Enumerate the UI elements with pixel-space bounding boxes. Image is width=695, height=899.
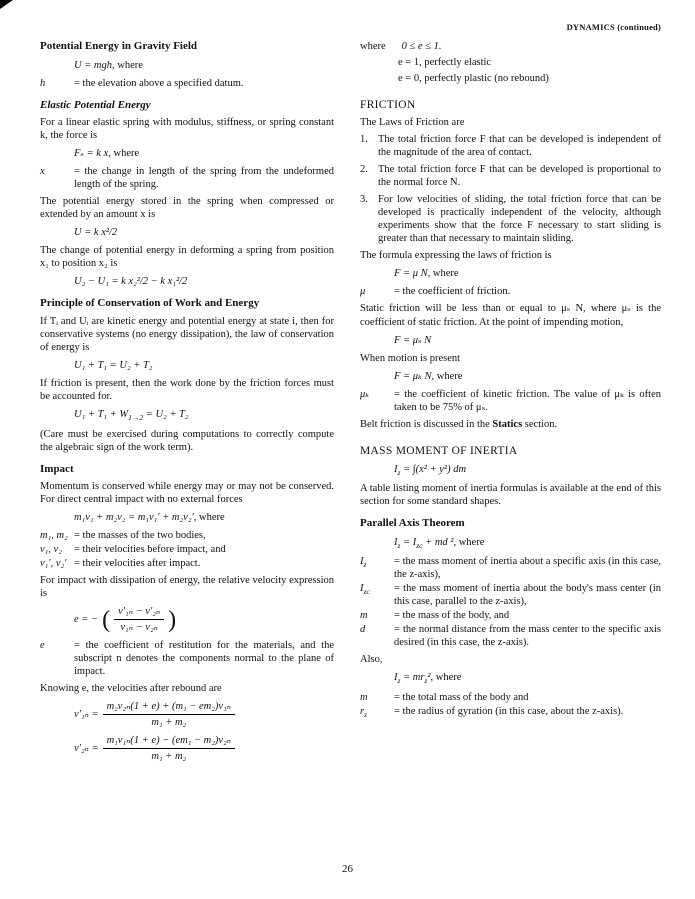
formula-text: U₁ + T₁ = U₂ + T₂ bbox=[74, 360, 153, 372]
formula-lhs: e = − bbox=[74, 614, 99, 626]
formula-where: , where bbox=[427, 268, 459, 280]
formula-static-friction bbox=[394, 334, 661, 347]
heading-conservation-work-energy: Principle of Conservation of Work and Energy bbox=[40, 297, 260, 310]
fraction-denominator: v₁ₙ − v₂ₙ bbox=[120, 622, 158, 634]
formula-gravity-pe bbox=[74, 59, 334, 72]
para-elastic-intro: For a linear elastic spring with modulus, stiffness, or spring constant k, the force is bbox=[40, 117, 334, 142]
formula-where: , where bbox=[431, 370, 463, 382]
belt-friction-note bbox=[360, 418, 661, 431]
def-text: = their velocities before impact, and bbox=[74, 544, 226, 556]
formula-where: , where bbox=[193, 512, 225, 524]
fraction bbox=[103, 700, 235, 729]
formula-kinetic-friction bbox=[394, 370, 661, 383]
formula-spring-pe bbox=[74, 226, 334, 239]
definition-mu bbox=[360, 285, 661, 298]
formula-parallel-axis bbox=[394, 536, 661, 550]
def-term: x bbox=[40, 166, 45, 178]
definition-e bbox=[40, 639, 334, 678]
para-laws-intro: The Laws of Friction are bbox=[360, 117, 465, 129]
formula-v1-after-rebound bbox=[74, 700, 334, 729]
para-also: Also, bbox=[360, 654, 383, 666]
para-static-friction: Static friction will be less than or equal to μₛ N, where μₛ is the coefficient of static friction. At the point of impending motion, bbox=[360, 303, 661, 328]
law-number: 2. bbox=[360, 164, 368, 176]
definition-mu-k bbox=[360, 388, 661, 414]
formula-where: , where bbox=[112, 59, 143, 71]
formula-text: F = μ N bbox=[394, 268, 428, 280]
fraction bbox=[114, 605, 164, 634]
def-term: v₁, v₂ bbox=[40, 544, 62, 556]
close-paren: ) bbox=[168, 606, 177, 633]
definition-h bbox=[40, 77, 334, 90]
para-friction-formula-intro: The formula expressing the laws of friction is bbox=[360, 250, 552, 262]
formula-momentum-conservation bbox=[74, 511, 334, 524]
def-text: = the mass moment of inertia about a specific axis (in this case, the z-axis), bbox=[394, 556, 661, 581]
def-term: $r_z$ bbox=[360, 705, 368, 719]
definition-r-z bbox=[360, 705, 661, 719]
formula-radius-of-gyration bbox=[394, 671, 661, 685]
formula-text: Fₛ = k x bbox=[74, 148, 109, 160]
definition-x bbox=[40, 165, 334, 191]
heading-parallel-axis-theorem: Parallel Axis Theorem bbox=[360, 517, 465, 530]
definition-masses bbox=[40, 529, 334, 542]
formula-text: U = k x²/2 bbox=[74, 227, 118, 239]
formula-where: , where bbox=[108, 148, 140, 160]
def-term: d bbox=[360, 624, 366, 636]
fraction-numerator: v′₁ₙ − v′₂ₙ bbox=[114, 605, 164, 620]
formula-text: $U_1 + T_1 + W_{1\to 2} = U_2 + T_2$ bbox=[74, 409, 189, 423]
definition-total-mass bbox=[360, 691, 661, 704]
heading-friction: FRICTION bbox=[360, 99, 416, 112]
fraction bbox=[103, 734, 235, 763]
scan-corner-artifact bbox=[0, 0, 13, 9]
e-perfectly-plastic: e = 0, perfectly plastic (no rebound) bbox=[398, 73, 549, 85]
heading-potential-energy-gravity-field: Potential Energy in Gravity Field bbox=[40, 40, 198, 52]
law-text: The total friction force F that can be developed is independent of the magnitude of the area of contact. bbox=[378, 134, 661, 159]
para-rebound-intro: Knowing e, the velocities after rebound are bbox=[40, 683, 222, 695]
formula-v2-after-rebound bbox=[74, 734, 334, 763]
range-lead: where bbox=[360, 41, 386, 52]
formula-text: F = μₖ N bbox=[394, 370, 432, 382]
restitution-range-line bbox=[360, 40, 661, 53]
def-term: h bbox=[40, 77, 46, 89]
def-text: = the coefficient of friction. bbox=[394, 286, 511, 298]
para-impact-intro: Momentum is conserved while energy may or may not be conserved. For direct central impact with no external forces bbox=[40, 481, 334, 506]
definition-I-zc bbox=[360, 582, 661, 608]
formula-lhs: v′₂ₙ = bbox=[74, 743, 99, 755]
range-expression: 0 ≤ e ≤ 1. bbox=[401, 41, 442, 52]
definition-I-z bbox=[360, 555, 661, 581]
definition-velocities-after bbox=[40, 557, 334, 570]
def-term: $I_z$ bbox=[360, 556, 367, 570]
def-text: = the normal distance from the mass center to the specific axis desired (in this case, the z-axis). bbox=[394, 624, 661, 649]
belt-text: Belt friction is discussed in the bbox=[360, 418, 493, 430]
formula-text: m₁v₁ + m₂v₂ = m₁v₁′ + m₂v₂′ bbox=[74, 512, 194, 524]
def-term: v₁′, v₂′ bbox=[40, 558, 67, 570]
formula-where: , where bbox=[453, 536, 485, 548]
def-text: = the masses of the two bodies, bbox=[74, 530, 206, 542]
formula-text: $I_z = I_{zc}$ + md ² bbox=[394, 536, 454, 550]
def-term: m₁, m₂ bbox=[40, 530, 68, 542]
def-term: μₖ bbox=[360, 388, 370, 400]
formula-where: , where bbox=[430, 672, 462, 684]
formula-spring-delta-pe bbox=[74, 275, 334, 288]
def-text: = the elevation above a specified datum. bbox=[74, 77, 244, 89]
def-text: = the mass of the body, and bbox=[394, 610, 510, 622]
belt-text-after: section. bbox=[522, 418, 558, 430]
para-dissipation-intro: For impact with dissipation of energy, the relative velocity expression is bbox=[40, 575, 334, 600]
fraction-numerator: m₁v₁ₙ(1 + e) − (em₁ − m₂)v₂ₙ bbox=[103, 734, 235, 749]
def-term: μ bbox=[360, 286, 366, 298]
def-text: = the change in length of the spring from the undeformed length of the spring. bbox=[74, 166, 334, 191]
friction-law-3 bbox=[360, 193, 661, 245]
formula-coefficient-restitution bbox=[74, 605, 334, 634]
friction-law-2 bbox=[360, 163, 661, 189]
definition-velocities-before bbox=[40, 543, 334, 556]
heading-impact: Impact bbox=[40, 462, 74, 475]
formula-work-energy bbox=[74, 408, 334, 422]
para-motion-present: When motion is present bbox=[360, 352, 461, 364]
para-moi-table-note: A table listing moment of inertia formulas is available at the end of this section for some standard shapes. bbox=[360, 483, 661, 508]
left-column bbox=[40, 40, 334, 769]
def-term: $I_{zc}$ bbox=[360, 583, 370, 597]
formula-text: U₂ − U₁ = k x₂²/2 − k x₁²/2 bbox=[74, 276, 188, 288]
law-number: 1. bbox=[360, 134, 368, 146]
definition-d bbox=[360, 623, 661, 649]
fraction-denominator: m₁ + m₂ bbox=[151, 751, 187, 763]
def-text: = the total mass of the body and bbox=[394, 691, 529, 703]
formula-text: $I_z = \int(x^2 + y^2)$ dm bbox=[394, 463, 467, 477]
open-paren: ( bbox=[102, 606, 111, 633]
friction-law-1 bbox=[360, 133, 661, 159]
definition-mass bbox=[360, 609, 661, 622]
para-care-note: (Care must be exercised during computations to correctly compute the algebraic sign of the work term). bbox=[40, 428, 334, 453]
formula-mass-moi bbox=[394, 463, 661, 477]
formula-lhs: v′₁ₙ = bbox=[74, 709, 99, 721]
def-term: m bbox=[360, 610, 368, 622]
page-number: 26 bbox=[342, 863, 353, 876]
def-text: = the mass moment of inertia about the body's mass center (in this case, parallel to the z-axis), bbox=[394, 583, 661, 608]
fraction-numerator: m₂v₂ₙ(1 + e) + (m₁ − em₂)v₁ₙ bbox=[103, 700, 235, 715]
def-text: = the coefficient of kinetic friction. The value of μₖ is often taken to be 75% of μₛ. bbox=[394, 388, 661, 413]
para-conservation-intro: If Tᵢ and Uᵢ are kinetic energy and potential energy at state i, then for conservative systems (no energy dissipation), the law of conservation of energy is bbox=[40, 316, 334, 354]
formula-spring-force bbox=[74, 147, 334, 160]
e-perfectly-elastic: e = 1, perfectly elastic bbox=[398, 57, 492, 69]
def-text: = the radius of gyration (in this case, about the z-axis). bbox=[394, 705, 624, 717]
def-text: = their velocities after impact. bbox=[74, 558, 201, 570]
para-spring-delta-pe: The change of potential energy in deforming a spring from position x₁ to position x₂ is bbox=[40, 245, 334, 270]
para-spring-pe: The potential energy stored in the spring when compressed or extended by an amount x is bbox=[40, 196, 334, 221]
heading-elastic-potential-energy: Elastic Potential Energy bbox=[40, 98, 151, 111]
formula-friction bbox=[394, 267, 661, 280]
formula-energy-conservation bbox=[74, 359, 334, 372]
para-friction-work: If friction is present, then the work done by the friction forces must be accounted for. bbox=[40, 378, 334, 403]
statics-reference: Statics bbox=[492, 418, 523, 430]
heading-mass-moment-of-inertia: MASS MOMENT OF INERTIA bbox=[360, 444, 518, 457]
law-text: The total friction force F that can be developed is proportional to the normal force N. bbox=[378, 164, 661, 189]
def-term: m bbox=[360, 691, 368, 703]
right-column bbox=[360, 40, 661, 769]
law-number: 3. bbox=[360, 194, 368, 206]
def-text: = the coefficient of restitution for the materials, and the subscript n denotes the components normal to the plane of impact. bbox=[74, 640, 334, 678]
formula-text: $I_z = mr_z^2$ bbox=[394, 672, 431, 686]
running-header: DYNAMICS (continued) bbox=[566, 22, 661, 32]
fraction-denominator: m₁ + m₂ bbox=[151, 717, 187, 729]
def-term: e bbox=[40, 640, 45, 652]
formula-text: U = mgh bbox=[74, 59, 113, 71]
law-text: For low velocities of sliding, the total friction force that can be developed is practically independent of the velocity, although experiments show that the force F necessary to start sliding is greater than that necessary to maintain sliding. bbox=[378, 194, 661, 245]
formula-text: F = μₛ N bbox=[394, 334, 432, 346]
